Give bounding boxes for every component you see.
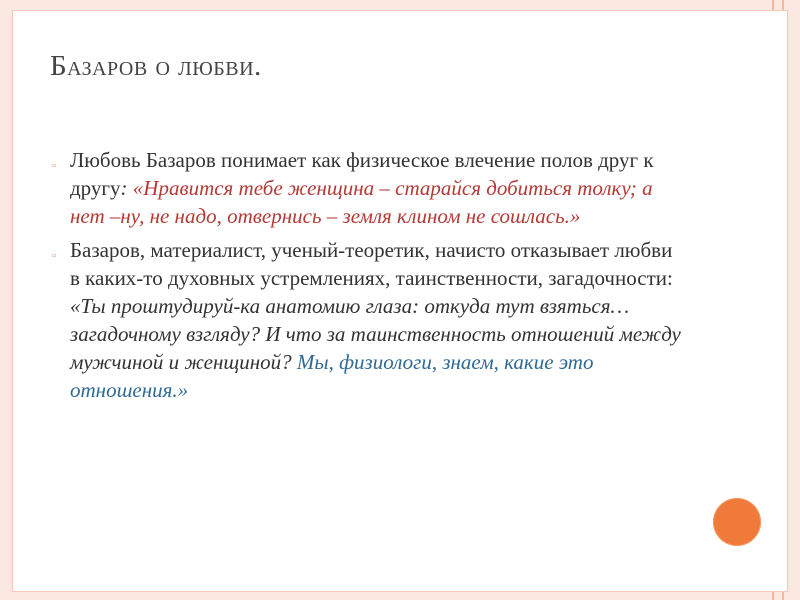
bullet-text: Любовь Базаров понимает как физическое влечение полов друг к другу [70,148,654,200]
bullet-icon: ▫ [52,250,56,262]
bullet-icon: ▫ [52,160,56,172]
bullet-quote: «Нравится тебе женщина – старайся добиться толку; а нет –ну, не надо, отвернись – земля клином не сошлась.» [70,176,653,228]
decorative-circle [713,498,761,546]
bullet-quote-blue: Мы, физиологи, знаем, какие это отношения.» [70,350,594,402]
bullet-item [46,236,686,404]
slide-title: Базаров о любви. [50,50,262,82]
bullet-item [46,146,686,230]
bullet-colon: : [120,176,128,200]
bullet-text: Базаров, материалист, ученый-теоретик, начисто отказывает любви в каких-то духовных устремлениях, таинственности, загадочности: [70,238,673,290]
bullet-list [46,146,686,410]
bullet-quote-italic: «Ты проштудируй-ка анатомию глаза: откуда тут взяться… загадочному взгляду? И что за таинственность отношений между мужчиной и женщиной? [70,294,681,374]
